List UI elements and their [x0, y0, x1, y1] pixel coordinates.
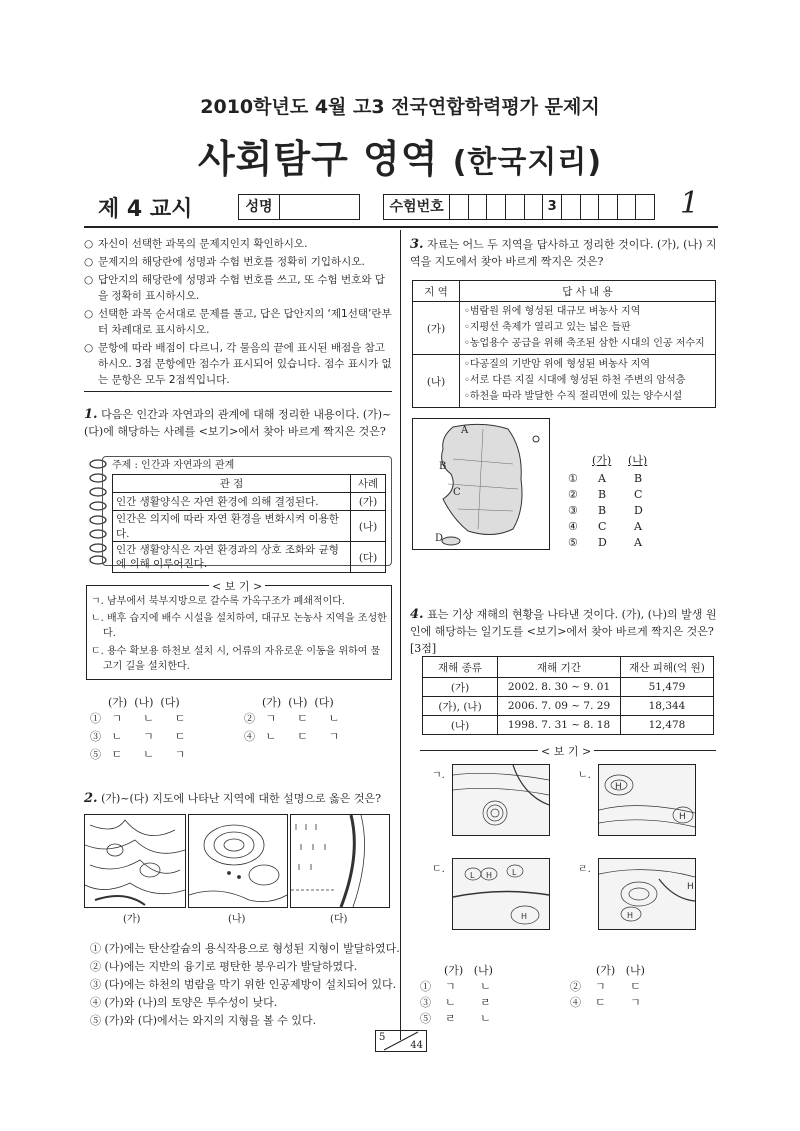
weather-map-label: ㄴ.	[578, 770, 591, 781]
answer-choice-1[interactable]: ① (가)에는 탄산칼슘의 용식작용으로 형성된 지형이 발달하였다.	[90, 942, 400, 955]
instruction-item: ○ 자신이 선택한 과목의 문제지인지 확인하시오.	[84, 238, 308, 250]
q1-view-table	[112, 474, 386, 573]
bogi-item: ㄴ. 배후 습지에 배수 시설을 설치하여, 대규모 논농사 지역을 조성한다.	[91, 613, 387, 639]
id-cell	[599, 195, 618, 219]
map-point-b: B	[439, 461, 447, 472]
q3-header-region: 지 역	[413, 281, 460, 302]
bogi-title: < 보 기 >	[209, 578, 265, 594]
answer-choice-5[interactable]: ⑤ ㄹ ㄴ	[420, 1012, 491, 1025]
korea-map	[412, 418, 550, 550]
id-cell	[506, 195, 525, 219]
answer-choice-2[interactable]: ② (나)에는 지반의 융기로 평탄한 봉우리가 발달하였다.	[90, 960, 358, 973]
contour-map-icon	[291, 815, 389, 907]
svg-text:H: H	[679, 812, 686, 822]
header-divider	[84, 226, 718, 228]
name-label: 성명	[239, 195, 280, 219]
choice-header: (가) (나)	[596, 964, 645, 977]
page-total: 44	[410, 1040, 423, 1051]
table-row: (가) 2002. 8. 30 ~ 9. 01 51,479	[423, 678, 714, 697]
weather-map-label: ㄱ.	[432, 770, 445, 781]
page-counter	[375, 1030, 427, 1052]
table-row: 인간은 의지에 따라 자연 환경을 변화시켜 이용한다. (나)	[113, 511, 386, 542]
q3-header-content: 답 사 내 용	[460, 281, 716, 302]
id-cell	[562, 195, 581, 219]
svg-text:H: H	[627, 911, 634, 920]
question-3-number: 3.	[410, 237, 424, 252]
name-field[interactable]	[238, 194, 360, 220]
instruction-item: ○ 문항에 따라 배점이 다르니, 각 물음의 끝에 표시된 배점을 참고하시오. 3점 문항에만 점수가 표시되어 있습니다. 점수 표시가 없는 문항은 모두 2점씩입니다.	[84, 342, 392, 386]
table-row: (나) ◦다공질의 기반암 위에 형성된 벼농사 지역 ◦서로 다른 지질 시대에 형성된 하천 주변의 암석층 ◦하천을 따라 발달한 수직 절리면에 있는 양수시설	[413, 355, 716, 408]
svg-text:H: H	[687, 882, 694, 892]
spiral-note	[86, 456, 392, 570]
id-cell	[525, 195, 544, 219]
typhoon-weather-map-icon	[453, 765, 549, 835]
period-label: 제 4 교시	[98, 197, 193, 222]
map-point-c: C	[453, 487, 461, 498]
exam-id-label: 수험번호	[384, 195, 450, 219]
q1-header-case: 사례	[351, 475, 386, 493]
id-cell	[618, 195, 637, 219]
answer-choice-3[interactable]: ③ ㄴ ㄱ ㄷ	[90, 730, 186, 743]
topographic-map-ga	[84, 814, 186, 908]
choice-header: (가)	[592, 454, 612, 467]
weather-map-label: ㄷ.	[432, 864, 445, 875]
choice-header: (나)	[628, 454, 648, 467]
weather-map-b	[598, 764, 696, 836]
note-topic: 주제 : 인간과 자연과의 관계	[112, 460, 235, 471]
answer-choice-2[interactable]: ② ㄱ ㄷ ㄴ	[244, 712, 340, 725]
contour-map-icon	[189, 815, 287, 907]
page-number: 1	[680, 186, 700, 221]
svg-text:L: L	[512, 868, 517, 877]
choice-header: (가) (나) (다)	[262, 696, 334, 709]
instruction-item: ○ 선택한 과목 순서대로 문제를 풀고, 답은 답안지의 ‘제1선택’란부터 차례대로 표시하시오.	[84, 308, 392, 336]
subject-title	[0, 128, 800, 183]
exam-id-field[interactable]	[383, 194, 655, 220]
id-cell: 3	[543, 195, 562, 219]
map-point-d: D	[435, 533, 444, 544]
table-row: 인간 생활양식은 자연 환경과의 상호 조화와 균형에 의해 이루어진다. (다)	[113, 542, 386, 573]
id-cell	[487, 195, 506, 219]
q4-header-period: 재해 기간	[498, 657, 621, 678]
question-2-number: 2.	[84, 791, 98, 806]
bogi-title: < 보 기 >	[538, 743, 594, 759]
id-cell	[469, 195, 488, 219]
answer-choice-2[interactable]: ② ㄱ ㄷ	[570, 980, 641, 993]
topographic-map-da	[290, 814, 390, 908]
column-divider	[400, 230, 401, 1040]
id-cell	[581, 195, 600, 219]
weather-map-a	[452, 764, 550, 836]
map-label: (나)	[228, 914, 246, 925]
bogi-item: ㄱ. 남부에서 북부지방으로 갈수록 가옥구조가 폐쇄적이다.	[91, 596, 346, 607]
answer-choice-5[interactable]: ⑤ ㄷ ㄴ ㄱ	[90, 748, 186, 761]
weather-map-c	[452, 858, 550, 930]
question-4-text: 4. 표는 기상 재해의 현황을 나타낸 것이다. (가), (나)의 발생 원인에 해당하는 일기도를 <보기>에서 찾아 바르게 짝지은 것은? [3점]	[410, 607, 717, 655]
answer-choice-1[interactable]: ① ㄱ ㄴ ㄷ	[90, 712, 186, 725]
subject-main: 사회탐구 영역	[197, 137, 439, 181]
weather-map-d	[598, 858, 696, 930]
stationary-front-weather-map-icon	[453, 859, 549, 929]
answer-choice-3[interactable]: ③ (다)에는 하천의 범람을 막기 위한 인공제방이 설치되어 있다.	[90, 978, 397, 991]
q3-survey-table	[412, 280, 716, 408]
high-pressure-weather-map-icon	[599, 765, 695, 835]
instruction-divider	[84, 391, 392, 392]
answer-choice-5[interactable]: ⑤ (가)와 (다)에서는 와지의 지형을 볼 수 있다.	[90, 1014, 317, 1027]
question-3-text: 3. 자료는 어느 두 지역을 답사하고 정리한 것이다. (가), (나) 지역을 지도에서 찾아 바르게 짝지은 것은?	[410, 237, 717, 268]
question-2-text: 2. (가)~(다) 지도에 나타난 지역에 대한 설명으로 옳은 것은?	[84, 791, 381, 806]
answer-choice-4[interactable]: ④ ㄷ ㄱ	[570, 996, 641, 1009]
exam-title: 2010학년도 4월 고3 전국연합학력평가 문제지	[200, 96, 600, 118]
table-row: (나) 1998. 7. 31 ~ 8. 18 12,478	[423, 716, 714, 735]
q1-header-view: 관 점	[113, 475, 351, 493]
question-4-number: 4.	[410, 607, 424, 622]
q4-header-type: 재해 종류	[423, 657, 498, 678]
answer-choice-4[interactable]: ④ (가)와 (나)의 토양은 투수성이 낮다.	[90, 996, 278, 1009]
id-cell	[450, 195, 469, 219]
svg-text:L: L	[470, 871, 475, 880]
choice-header: (가) (나) (다)	[108, 696, 180, 709]
map-point-a: A	[461, 425, 469, 436]
topographic-map-na	[188, 814, 288, 908]
table-row: (가), (나) 2006. 7. 09 ~ 7. 29 18,344	[423, 697, 714, 716]
answer-choice-4[interactable]: ④ ㄴ ㄷ ㄱ	[244, 730, 340, 743]
answer-choice-3[interactable]: ③ ㄴ ㄹ	[420, 996, 491, 1009]
id-cell	[636, 195, 654, 219]
question-1-text: 1. 다음은 인간과 자연과의 관계에 대해 정리한 내용이다. (가)~(다)에 해당하는 사례를 <보기>에서 찾아 바르게 짝지은 것은?	[84, 407, 392, 438]
q4-disaster-table	[422, 656, 714, 735]
contour-map-icon	[85, 815, 185, 907]
bogi-item: ㄷ. 용수 확보용 하천보 설치 시, 어류의 자유로운 이동을 위하여 물고기 길을 설치한다.	[91, 646, 381, 672]
page-current: 5	[379, 1032, 386, 1043]
map-label: (가)	[123, 914, 141, 925]
instruction-item: ○ 문제지의 해당란에 성명과 수험 번호를 정확히 기입하시오.	[84, 256, 365, 268]
answer-choice-1[interactable]: ① ㄱ ㄴ	[420, 980, 491, 993]
weather-map-label: ㄹ.	[578, 864, 591, 875]
choice-header: (가) (나)	[444, 964, 493, 977]
q4-header-damage: 재산 피해(억 원)	[621, 657, 714, 678]
q1-bogi-box	[86, 580, 392, 680]
korea-map-icon	[413, 419, 549, 549]
map-label: (다)	[330, 914, 348, 925]
svg-text:H: H	[486, 871, 493, 880]
svg-text:H: H	[521, 912, 528, 921]
question-1-number: 1.	[84, 407, 98, 422]
summer-weather-map-icon	[599, 859, 695, 929]
instruction-item: ○ 답안지의 해당란에 성명과 수험 번호를 쓰고, 또 수험 번호와 답을 정확히 표시하시오.	[84, 274, 385, 302]
table-row: 인간 생활양식은 자연 환경에 의해 결정된다. (가)	[113, 493, 386, 511]
svg-text:H: H	[615, 782, 622, 792]
table-row: (가) ◦범람원 위에 형성된 대규모 벼농사 지역 ◦지평선 축제가 열리고 있는 넓은 들판 ◦농업용수 공급을 위해 축조된 삼한 시대의 인공 저수지	[413, 302, 716, 355]
subject-sub: (한국지리)	[452, 145, 603, 180]
